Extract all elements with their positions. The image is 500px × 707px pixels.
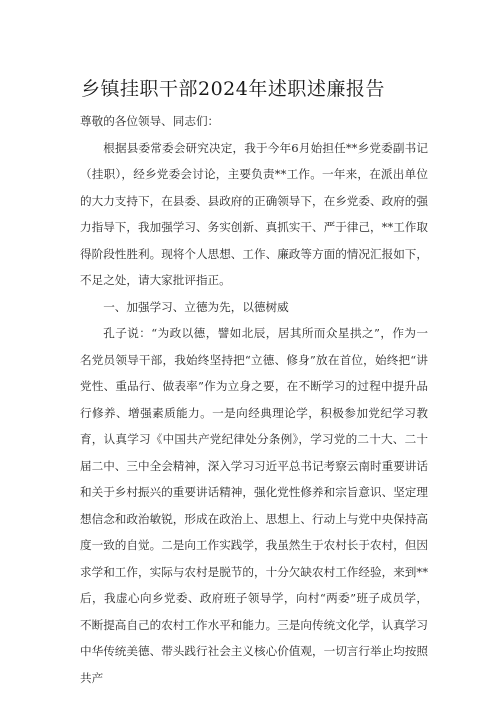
- section-paragraph: 孔子说：“为政以德，譬如北辰，居其所而众星拱之”，作为一名党员领导干部，我始终坚持把“立德、修身”放在首位，始终把“讲党性、重品行、做表率”作为立身之要，在不断学习的过程中提升品行修养、增强素质能力。一是向经典理论学，积极参加党纪学习教育，认真学习《中国共产党纪律处分条例》，学习党的二十大、二十届二中、三中全会精神，深入学习习近平总书记考察云南时重要讲话和关于乡村振兴的重要讲话精神，强化党性修养和宗旨意识、坚定理想信念和政治敏锐，形成在政治上、思想上、行动上与党中央保持高度一致的自觉。二是向工作实践学，我虽然生于农村长于农村，但因求学和工作，实际与农村是脱节的，十分欠缺农村工作经验，来到**后，我虚心向乡党委、政府班子领导学，向村“两委”班子成员学，不断提高自己的农村工作水平和能力。三是向传统文化学，认真学习中华传统美德、带头践行社会主义核心价值观，一切言行举止均按照共产: [80, 326, 428, 685]
- intro-paragraph: 根据县委常委会研究决定，我于今年6月始担任**乡党委副书记（挂职），经乡党委会讨论，主要负责**工作。一年来，在派出单位的大力支持下，在县委、县政府的正确领导下，在乡党委、政府的强力指导下，我加强学习、务实创新、真抓实干、严于律己，**工作取得阶段性胜利。现将个人思想、工作、廉政等方面的情况汇报如下，不足之处，请大家批评指正。: [80, 140, 428, 287]
- document-title: 乡镇挂职干部2024年述职述廉报告: [81, 78, 385, 100]
- section-heading: 一、加强学习、立德为先，以德树威: [103, 299, 289, 314]
- document-body: [80, 108, 428, 691]
- salutation: 尊敬的各位领导、同志们：: [80, 114, 220, 128]
